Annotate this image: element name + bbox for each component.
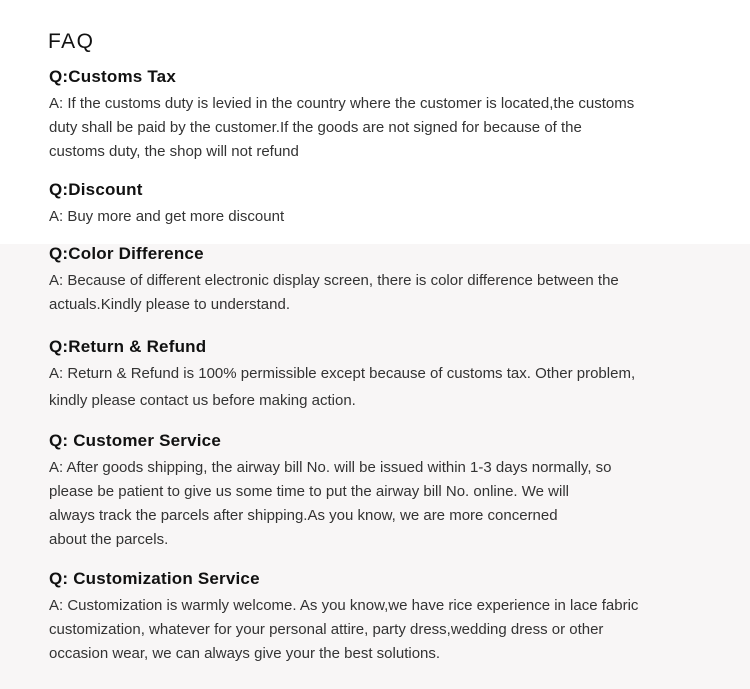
faq-item-customer-service <box>49 430 739 552</box>
faq-question: Q: Customization Service <box>49 569 260 588</box>
page-title: FAQ <box>48 30 95 53</box>
faq-item-customs-tax <box>49 66 739 164</box>
faq-item-discount <box>49 179 739 229</box>
faq-item-return-refund <box>49 336 739 414</box>
faq-question: Q: Customer Service <box>49 431 221 450</box>
faq-answer: A: Return & Refund is 100% permissible except because of customs tax. Other problem, kindly please contact us before making action. <box>49 365 636 409</box>
faq-answer: A: If the customs duty is levied in the country where the customer is located,the customs duty shall be paid by the customer.If the goods are not signed for because of the customs duty, the shop will not refund <box>49 95 635 160</box>
faq-answer: A: Customization is warmly welcome. As you know,we have rice experience in lace fabric customization, whatever for your personal attire, party dress,wedding dress or other occasion wear, we can always give your the best solutions. <box>49 597 639 662</box>
faq-answer: A: Because of different electronic display screen, there is color difference between the actuals.Kindly please to understand. <box>49 272 619 313</box>
faq-question: Q:Color Difference <box>49 244 204 263</box>
faq-question: Q:Return & Refund <box>49 337 207 356</box>
faq-question: Q:Discount <box>49 180 143 199</box>
faq-item-customization-service <box>49 568 739 666</box>
faq-answer: A: After goods shipping, the airway bill No. will be issued within 1-3 days normally, so please be patient to give us some time to put the airway bill No. online. We will always track the parcels after shipping.As you know, we are more concerned about the parcels. <box>49 459 612 548</box>
faq-item-color-difference <box>49 243 739 317</box>
faq-question: Q:Customs Tax <box>49 67 176 86</box>
faq-answer: A: Buy more and get more discount <box>49 208 285 225</box>
